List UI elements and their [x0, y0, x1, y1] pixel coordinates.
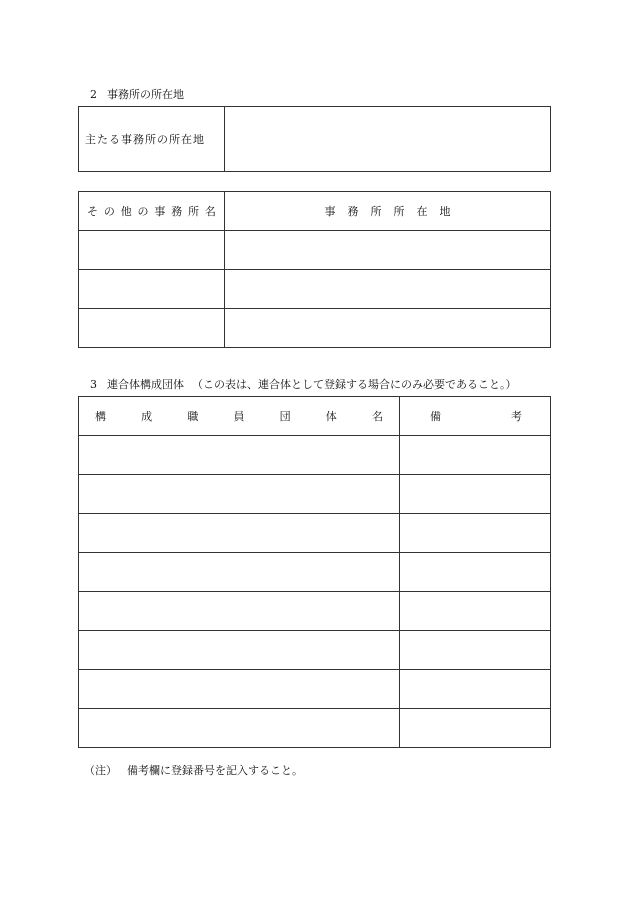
- remarks-field[interactable]: [400, 514, 551, 553]
- header-char: 務: [171, 205, 183, 218]
- member-name-field[interactable]: [79, 475, 400, 514]
- office-name-field[interactable]: [79, 270, 225, 309]
- header-char: の: [103, 205, 115, 218]
- section-3-number: 3: [90, 378, 97, 391]
- table-row: [79, 231, 551, 270]
- header-char: 地: [439, 205, 451, 218]
- section-2-number: 2: [90, 88, 97, 101]
- header-char: 考: [511, 410, 522, 423]
- office-address-field[interactable]: [225, 270, 551, 309]
- other-offices-table: [78, 191, 551, 348]
- member-name-field[interactable]: [79, 709, 400, 748]
- office-name-field[interactable]: [79, 309, 225, 348]
- remarks-field[interactable]: [400, 709, 551, 748]
- table-row: [79, 709, 551, 748]
- member-name-field[interactable]: [79, 592, 400, 631]
- footnote: [84, 762, 303, 778]
- footnote-text: 備考欄に登録番号を記入すること。: [127, 764, 303, 777]
- header-char: 員: [233, 410, 245, 423]
- remarks-field[interactable]: [400, 631, 551, 670]
- table-row: [79, 514, 551, 553]
- header-char: 構: [95, 410, 106, 423]
- main-office-address-field[interactable]: [225, 107, 551, 172]
- member-organizations-table: [78, 396, 551, 748]
- remarks-header: [400, 397, 551, 436]
- header-char: 名: [371, 410, 383, 423]
- member-name-field[interactable]: [79, 631, 400, 670]
- header-char: 職: [187, 410, 199, 423]
- table-row: [79, 631, 551, 670]
- header-char: 他: [120, 205, 132, 218]
- office-name-field[interactable]: [79, 231, 225, 270]
- other-office-name-header: [79, 192, 225, 231]
- member-header-row: [79, 397, 551, 436]
- main-office-label: 主たる事務所の所在地: [85, 133, 205, 146]
- header-char: 務: [347, 205, 359, 218]
- header-char: 団: [279, 410, 291, 423]
- remarks-field[interactable]: [400, 436, 551, 475]
- main-office-label-cell: [79, 107, 225, 172]
- section-3-subtitle: （この表は、連合体として登録する場合にのみ必要であること。）: [192, 378, 517, 391]
- header-char: 体: [325, 410, 337, 423]
- header-char: 所: [370, 205, 382, 218]
- member-name-field[interactable]: [79, 436, 400, 475]
- member-name-field[interactable]: [79, 553, 400, 592]
- header-char: 成: [141, 410, 153, 423]
- section-2-heading: [90, 86, 184, 102]
- section-3-title: 連合体構成団体: [107, 378, 184, 391]
- table-row: [79, 475, 551, 514]
- office-address-field[interactable]: [225, 231, 551, 270]
- remarks-field[interactable]: [400, 670, 551, 709]
- header-char: そ: [87, 205, 98, 218]
- table-row: [79, 270, 551, 309]
- table-row: [79, 436, 551, 475]
- office-address-field[interactable]: [225, 309, 551, 348]
- section-3-heading: [90, 376, 517, 392]
- member-name-field[interactable]: [79, 670, 400, 709]
- member-name-header: [79, 397, 400, 436]
- other-offices-header-row: [79, 192, 551, 231]
- footnote-prefix: （注）: [84, 764, 117, 777]
- header-char: 所: [188, 205, 200, 218]
- header-char: 事: [154, 205, 166, 218]
- table-row: [79, 592, 551, 631]
- header-char: 事: [324, 205, 336, 218]
- header-char: の: [137, 205, 149, 218]
- office-address-header: [225, 192, 551, 231]
- table-row: [79, 309, 551, 348]
- main-office-table: [78, 106, 551, 172]
- header-char: 名: [204, 205, 216, 218]
- remarks-field[interactable]: [400, 553, 551, 592]
- header-char: 所: [393, 205, 405, 218]
- member-name-field[interactable]: [79, 514, 400, 553]
- remarks-field[interactable]: [400, 592, 551, 631]
- table-row: [79, 553, 551, 592]
- remarks-field[interactable]: [400, 475, 551, 514]
- section-2-title: 事務所の所在地: [107, 88, 184, 101]
- table-row: [79, 670, 551, 709]
- header-char: 在: [416, 205, 428, 218]
- header-char: 備: [430, 410, 441, 423]
